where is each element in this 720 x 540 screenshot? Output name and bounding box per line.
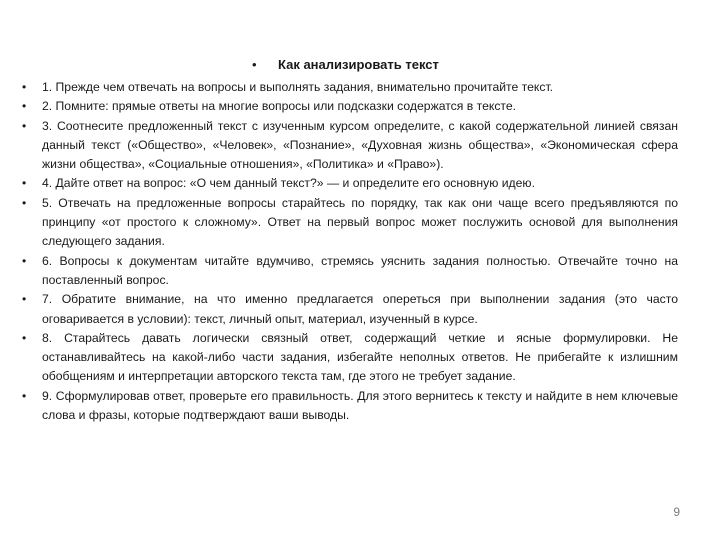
list-item-text: 3. Соотнесите предложенный текст с изученным курсом определите, с какой содержательной линией связан данный текст («Общество», «Человек», «Познание», «Духовная жизнь общества», «Экономическая сфера жизни общества», «Социальные отношения», «Политика» и «Право»).	[42, 118, 678, 172]
bullet: •	[22, 99, 27, 114]
list-item	[22, 174, 678, 193]
list-item-text: 6. Вопросы к документам читайте вдумчиво, стремясь уяснить задания полностью. Отвечайте точно на поставленный вопрос.	[42, 253, 678, 287]
bullet: •	[22, 176, 27, 191]
list-item-text: 9. Сформулировав ответ, проверьте его правильность. Для этого вернитесь к тексту и найдите в нем ключевые слова и фразы, которые подтверждают ваши выводы.	[42, 388, 678, 423]
list-item-text: 8. Старайтесь давать логически связный ответ, содержащий четкие и ясные формулировки. Не останавливайтесь на какой-либо части задания, избегайте неполных ответов. Не прибегайте к излишним обобщениям и интерпретации авторского текста там, где этого не требует задание.	[42, 330, 678, 384]
list-item-text: 1. Прежде чем отвечать на вопросы и выполнять задания, внимательно прочитайте текст.	[42, 80, 554, 94]
title-row	[252, 56, 439, 74]
page-number: 9	[673, 505, 680, 519]
list-item	[22, 329, 678, 387]
bullet: •	[22, 330, 27, 345]
list-item	[22, 97, 678, 116]
instruction-list	[22, 78, 678, 425]
bullet: •	[22, 253, 27, 268]
list-item	[22, 78, 678, 97]
bullet: •	[22, 80, 27, 94]
list-item-text: 4. Дайте ответ на вопрос: «О чем данный текст?» — и определите его основную идею.	[42, 176, 535, 191]
list-item	[22, 194, 678, 252]
title-bullet: •	[252, 57, 257, 72]
list-item	[22, 387, 678, 426]
list-item-text: 7. Обратите внимание, на что именно предлагается опереться при выполнении задания (это часто оговаривается в условии): текст, личный опыт, материал, изученный в курсе.	[42, 292, 678, 326]
list-item-text: 2. Помните: прямые ответы на многие вопросы или подсказки содержатся в тексте.	[42, 99, 517, 114]
bullet: •	[22, 292, 27, 307]
bullet: •	[22, 388, 27, 403]
list-item	[22, 117, 678, 175]
bullet: •	[22, 118, 27, 133]
slide-title: Как анализировать текст	[278, 57, 439, 72]
list-item-text: 5. Отвечать на предложенные вопросы старайтесь по порядку, так как они чаще всего предъявляются по принципу «от простого к сложному». Ответ на первый вопрос может послужить основой для выполнения следующего задания.	[42, 195, 678, 249]
list-item	[22, 252, 678, 291]
list-item	[22, 290, 678, 329]
bullet: •	[22, 195, 27, 210]
